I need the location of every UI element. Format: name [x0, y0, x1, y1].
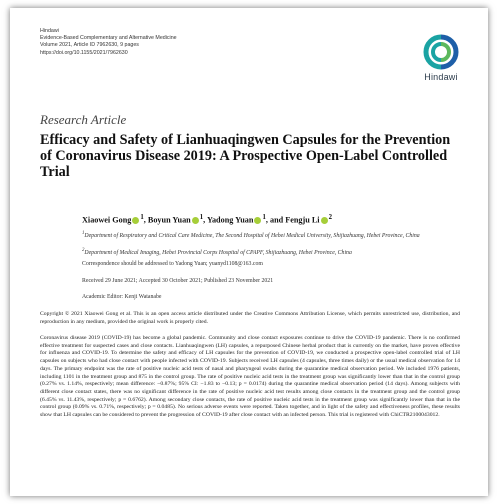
author-list [82, 214, 462, 225]
logo-text: Hindawi [424, 72, 458, 82]
author-separator: , and [265, 215, 286, 225]
affiliation-text: Department of Medical Imaging, Hebei Provincial Corps Hospital of CPAPF, Shijiazhuang, Hebei Province, China [84, 249, 352, 256]
author-affil-sup: 1 [262, 214, 266, 221]
correspondence: Correspondence should be addressed to Yadong Yuan; yuanyd1108@163.com [82, 261, 263, 267]
affiliation-sup: 1 [82, 231, 85, 236]
publisher-name: Hindawi [40, 28, 59, 34]
academic-editor: Academic Editor: Kenji Watanabe [82, 294, 162, 300]
author-name[interactable]: Xiaowei Gong [82, 215, 132, 225]
affiliation-2 [82, 247, 452, 257]
article-title: Efficacy and Safety of Lianhuaqingwen Capsules for the Prevention of Coronavirus Disease 2019: A Prospective Open-Label Controlled Trial [40, 132, 451, 180]
doi-link[interactable]: https://doi.org/10.1155/2021/7962630 [40, 49, 128, 56]
journal-meta [40, 28, 300, 57]
author-name[interactable]: Yadong Yuan [206, 215, 254, 225]
orcid-icon[interactable] [192, 217, 199, 224]
orcid-icon[interactable] [321, 217, 328, 224]
journal-name: Evidence-Based Complementary and Alternative Medicine [40, 35, 177, 42]
author-name[interactable]: Boyun Yuan [147, 215, 191, 225]
article-type: Research Article [40, 112, 127, 127]
author-separator: , [203, 215, 207, 225]
author-affil-sup: 2 [328, 214, 332, 221]
hindawi-logo-icon [418, 30, 464, 76]
paper-page [10, 8, 488, 496]
orcid-icon[interactable] [254, 217, 261, 224]
affiliation-text: Department of Respiratory and Critical Care Medicine, The Second Hospital of Hebei Medical University, Shijiazhuang, Hebei Province, China [84, 232, 420, 239]
dates: Received 29 June 2021; Accepted 30 October 2021; Published 23 November 2021 [82, 278, 274, 284]
author-affil-sup: 1 [199, 214, 204, 221]
affiliation-sup: 2 [82, 248, 85, 253]
volume-line: Volume 2021, Article ID 7962630, 9 pages [40, 42, 139, 49]
author-affil-sup: 1 [140, 214, 144, 221]
orcid-icon[interactable] [132, 217, 139, 224]
copyright-notice: Copyright © 2021 Xiaowei Gong et al. This is an open access article distributed under the Creative Commons Attribution License, which permits unrestricted use, distribution, and reproduction in any medium, provided the original work is properly cited. [40, 311, 460, 325]
author-separator: , [143, 215, 148, 225]
author-name[interactable]: Fengju Li [285, 215, 320, 225]
abstract: Coronavirus disease 2019 (COVID-19) has become a global pandemic. Community and close contact exposures continue to drive the COVID-19 pandemic. There is no confirmed effective treatment for suspected cases and close contacts. Lianhuaqingwen (LH) capsules, a repurposed Chinese herbal product that is currently on the market, have proven effective for influenza and COVID-19. To determine the safety and efficacy of LH capsules for the prevention of COVID-19, we conducted a prospective open-label controlled trial of LH capsules on subjects who had close contact with people infected with COVID-19. Subjects received LH capsules (4 capsules, three times daily) or the usual medical observation for 14 days. The primary endpoint was the rate of positive nucleic acid tests of nasal and pharyngeal swabs during the quarantine medical observation period. We included 1976 patients, including 1101 in the treatment group and 875 in the control group. The rate of positive nucleic acid tests in the treatment group was significantly lower than that in the control group (0.27% vs. 1.14%, respectively; mean difference: −0.87%; 95% CI: −1.83 to −0.13; p = 0.0174) during the quarantine medical observation period (14 days). Among subjects with different close contact states, there was no significant difference in the rate of positive nucleic acid test results among close contacts in the treatment group and the control group (6.45% vs. 11.43%, respectively; p = 0.6762). Among secondary close contacts, the rate of positive nucleic acid tests in the treatment group was significantly lower than that in the control group (0.09% vs. 0.71%, respectively; p = 0.0485). No serious adverse events were reported. Taken together, and in light of the safety and effectiveness profiles, these results show that LH capsules can be considered to prevent the progression of COVID-19 after close contact with an infected person. This trial is registered with ChiCTR2100043012. [40, 335, 460, 419]
affiliation-1 [82, 230, 452, 240]
